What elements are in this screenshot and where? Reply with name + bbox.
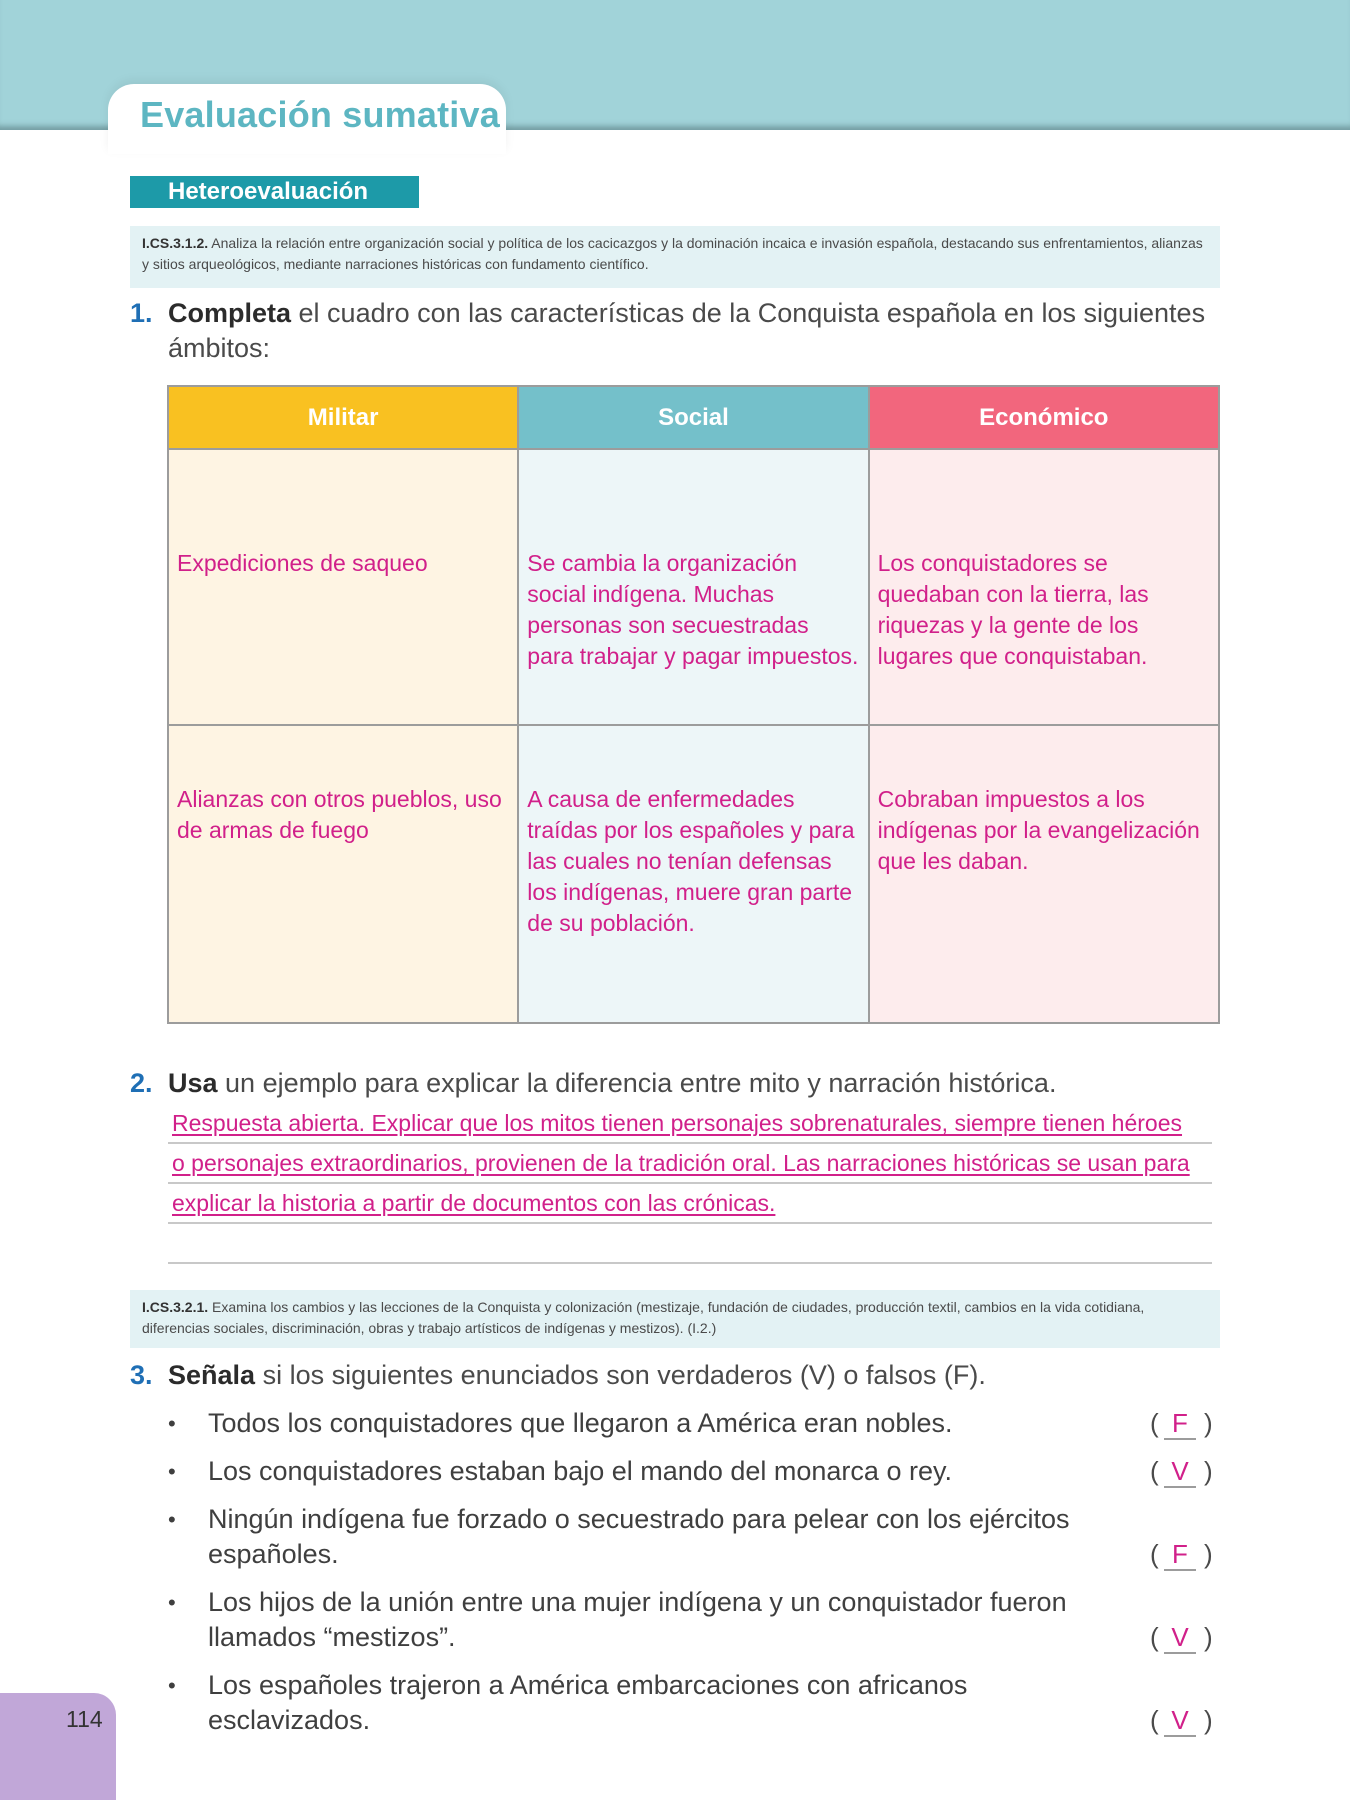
table-header-row <box>168 386 1219 449</box>
question-text: si los siguientes enunciados son verdaderos (V) o falsos (F). <box>255 1360 986 1390</box>
paren-close: ) <box>1204 1456 1213 1486</box>
statement-text: Los españoles trajeron a América embarcaciones con africanos esclavizados. <box>208 1670 968 1735</box>
list-item <box>168 1502 1220 1572</box>
answer-input[interactable]: F <box>1164 1408 1196 1440</box>
statement-text: Los conquistadores estaban bajo el mando del monarca o rey. <box>208 1456 952 1486</box>
bullet-icon: • <box>168 1673 176 1698</box>
answer-input[interactable]: V <box>1164 1622 1196 1654</box>
answer-input[interactable]: F <box>1164 1539 1196 1571</box>
paren-close: ) <box>1204 1705 1213 1735</box>
paren-close: ) <box>1204 1539 1213 1569</box>
bullet-icon: • <box>168 1590 176 1615</box>
statement-text: Los hijos de la unión entre una mujer indígena y un conquistador fueron llamados “mestizos”. <box>208 1587 1067 1652</box>
table-row <box>168 449 1219 725</box>
table-cell-answer[interactable]: Los conquistadores se quedaban con la tierra, las riquezas y la gente de los lugares que conquistaban. <box>869 449 1219 725</box>
statement-text: Ningún indígena fue forzado o secuestrado para pelear con los ejércitos españoles. <box>208 1504 1070 1569</box>
question-verb: Completa <box>168 298 292 328</box>
answer-line[interactable]: Respuesta abierta. Explicar que los mitos tienen personajes sobrenaturales, siempre tienen héroes <box>168 1104 1212 1144</box>
list-item <box>168 1454 1220 1489</box>
question-2 <box>130 1066 1210 1101</box>
answer-line[interactable]: explicar la historia a partir de documentos con las crónicas. <box>168 1184 1212 1224</box>
conquest-table <box>167 385 1220 1024</box>
column-header-militar: Militar <box>168 386 518 449</box>
paren-open: ( <box>1150 1456 1159 1486</box>
page-number: 114 <box>66 1706 103 1732</box>
question-number: 2. <box>130 1068 153 1098</box>
indicator-code: I.CS.3.2.1. <box>142 1299 209 1315</box>
column-header-social: Social <box>518 386 868 449</box>
table-cell-answer[interactable]: A causa de enfermedades traídas por los españoles y para las cuales no tenían defensas los indígenas, muere gran parte de su población. <box>518 725 868 1023</box>
indicator-text: Examina los cambios y las lecciones de la Conquista y colonización (mestizaje, fundación de ciudades, producción textil, cambios en la vida cotidiana, diferencias sociales, discriminación, obras y trabajo artísticos de indígenas y mestizos). (I.2.) <box>142 1299 1145 1336</box>
answer-slot <box>1150 1454 1220 1489</box>
question-1 <box>130 296 1210 366</box>
table-cell-answer[interactable]: Se cambia la organización social indígena. Muchas personas son secuestradas para trabajar y pagar impuestos. <box>518 449 868 725</box>
table-cell-answer[interactable]: Cobraban impuestos a los indígenas por la evangelización que les daban. <box>869 725 1219 1023</box>
answer-slot <box>1150 1703 1220 1738</box>
table-row <box>168 725 1219 1023</box>
answer-line-blank[interactable] <box>168 1224 1212 1264</box>
table-cell-answer[interactable]: Expediciones de saqueo <box>168 449 518 725</box>
paren-close: ) <box>1204 1622 1213 1652</box>
answer-slot <box>1150 1620 1220 1655</box>
question-3 <box>130 1358 1210 1393</box>
paren-open: ( <box>1150 1408 1159 1438</box>
true-false-list <box>168 1406 1220 1751</box>
answer-line[interactable]: o personajes extraordinarios, provienen de la tradición oral. Las narraciones históricas se usan para <box>168 1144 1212 1184</box>
list-item <box>168 1585 1220 1655</box>
table-cell-answer[interactable]: Alianzas con otros pueblos, uso de armas de fuego <box>168 725 518 1023</box>
answer-slot <box>1150 1537 1220 1572</box>
section-banner: Heteroevaluación <box>130 176 419 208</box>
question-verb: Usa <box>168 1068 218 1098</box>
bullet-icon: • <box>168 1411 176 1436</box>
indicator-text: Analiza la relación entre organización social y política de los cacicazgos y la dominación incaica e invasión española, destacando sus enfrentamientos, alianzas y sitios arqueológicos, mediante narraciones históricas con fundamento científico. <box>142 235 1203 272</box>
paren-close: ) <box>1204 1408 1213 1438</box>
question-number: 1. <box>130 298 153 328</box>
answer-input[interactable]: V <box>1164 1456 1196 1488</box>
column-header-economico: Económico <box>869 386 1219 449</box>
statement-text: Todos los conquistadores que llegaron a América eran nobles. <box>208 1408 953 1438</box>
indicator-box <box>130 226 1220 288</box>
indicator-code: I.CS.3.1.2. <box>142 235 209 251</box>
question-verb: Señala <box>168 1360 256 1390</box>
paren-open: ( <box>1150 1705 1159 1735</box>
question-text-continued: ámbitos: <box>168 333 271 363</box>
indicator-box <box>130 1290 1220 1348</box>
answer-slot <box>1150 1406 1220 1441</box>
paren-open: ( <box>1150 1622 1159 1652</box>
page-title: Evaluación sumativa <box>140 94 500 135</box>
bullet-icon: • <box>168 1507 176 1532</box>
bullet-icon: • <box>168 1459 176 1484</box>
paren-open: ( <box>1150 1539 1159 1569</box>
question-text: el cuadro con las características de la Conquista española en los siguientes <box>291 298 1206 328</box>
answer-lines <box>168 1104 1212 1264</box>
question-text: un ejemplo para explicar la diferencia entre mito y narración histórica. <box>217 1068 1057 1098</box>
list-item <box>168 1668 1220 1738</box>
list-item <box>168 1406 1220 1441</box>
answer-input[interactable]: V <box>1164 1705 1196 1737</box>
question-number: 3. <box>130 1360 153 1390</box>
